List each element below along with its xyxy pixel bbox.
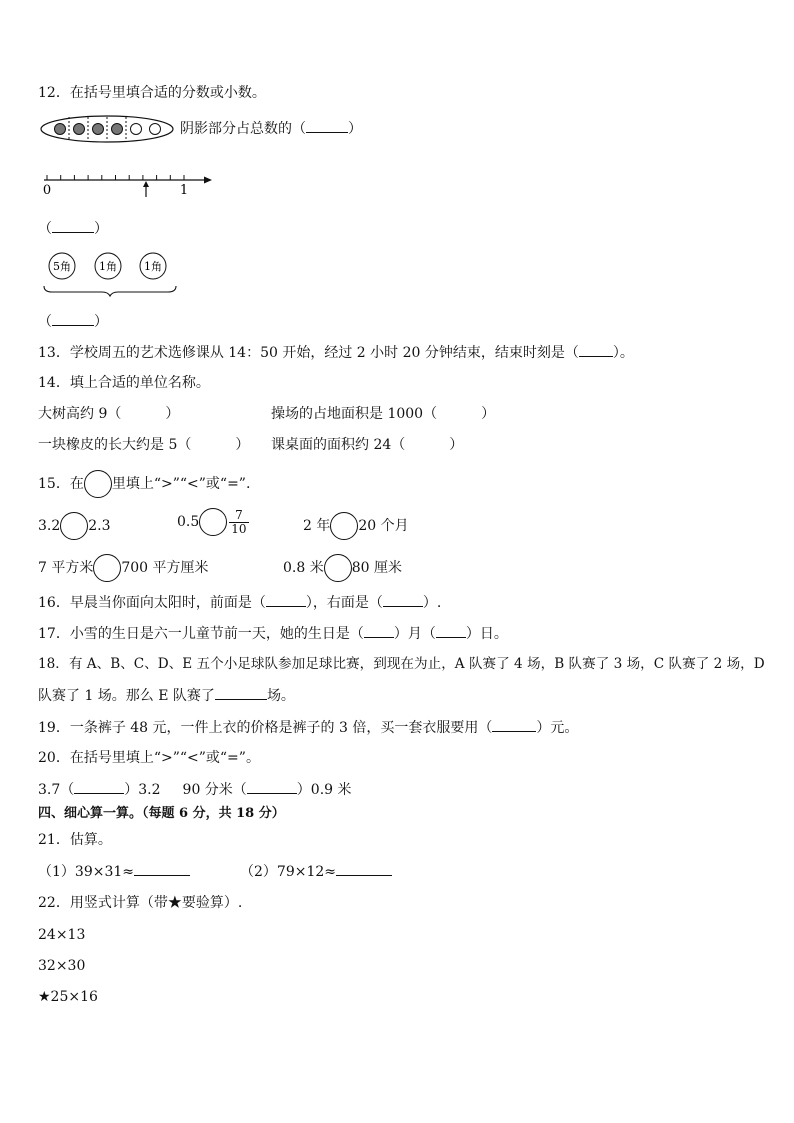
circle-shaded xyxy=(74,124,85,135)
q12-shaded-question xyxy=(180,118,362,139)
q19: 19．一条裤子 48 元，一件上衣的价格是裤子的 3 倍，买一套衣服要用（ ）元。 xyxy=(38,717,578,738)
answer-blank[interactable] xyxy=(579,342,613,357)
q18-line1: 18．有 A、B、C、D、E 五个小足球队参加足球比赛，到现在为止，A 队赛了 4 场，B 队赛了 3 场，C 队赛了 2 场，D xyxy=(38,656,765,672)
compare-circle[interactable] xyxy=(93,554,121,582)
section-heading: 四、细心算一算。（每题 6 分，共 18 分） xyxy=(38,806,285,821)
answer-blank[interactable] xyxy=(436,623,466,638)
q22-title: 22．用竖式计算（带★要验算）. xyxy=(38,895,243,911)
q21-b: （2）79×12≈ xyxy=(240,861,392,882)
circle-shaded xyxy=(112,124,123,135)
q13: 13．学校周五的艺术选修课从 14：50 开始，经过 2 小时 20 分钟结束，结束时刻是（ ）。 xyxy=(38,342,634,363)
coin-label: 1角 xyxy=(144,260,162,273)
compare-circle[interactable] xyxy=(324,554,352,582)
q15-item1: 3.2 2.3 xyxy=(38,512,111,540)
answer-blank[interactable] xyxy=(247,779,297,794)
q22-b: 32×30 xyxy=(38,958,86,974)
coins-figure xyxy=(40,250,180,298)
q16: 16．早晨当你面向太阳时，前面是（ ），右面是（ ）. xyxy=(38,592,441,613)
answer-blank[interactable] xyxy=(492,717,536,732)
close-paren: ） xyxy=(348,121,362,137)
answer-blank[interactable] xyxy=(266,592,306,607)
coin-label: 5角 xyxy=(53,260,71,273)
q22-a: 24×13 xyxy=(38,927,86,943)
circle-empty xyxy=(150,124,161,135)
answer-blank[interactable] xyxy=(383,592,423,607)
q22-c: ★25×16 xyxy=(38,989,98,1005)
circle-empty xyxy=(131,124,142,135)
fraction: $\frac{7}{10}$ xyxy=(231,507,247,536)
q15-item3: 2 年 20 个月 xyxy=(303,512,409,540)
shaded-label: 阴影部分占总数的（ xyxy=(180,121,306,137)
q15-item5: 0.8 米 80 厘米 xyxy=(283,554,402,582)
number-line xyxy=(36,163,216,199)
answer-blank[interactable] xyxy=(52,218,94,233)
q14-c: 一块橡皮的长大约是 5（ ） xyxy=(38,437,250,453)
answer-blank[interactable] xyxy=(74,779,124,794)
circle-shaded xyxy=(93,124,104,135)
q20-items: 3.7（ ）3.2 90 分米（ ）0.9 米 xyxy=(38,779,352,800)
answer-blank[interactable] xyxy=(364,623,394,638)
compare-circle[interactable] xyxy=(60,512,88,540)
q18-line2: 队赛了 1 场。那么 E 队赛了 场。 xyxy=(38,685,295,706)
q12-numberline-answer: （ ） xyxy=(38,218,108,239)
answer-blank[interactable] xyxy=(306,118,348,133)
shaded-circles-figure xyxy=(40,114,175,144)
circle-shaded xyxy=(55,124,66,135)
q17: 17．小雪的生日是六一儿童节前一天，她的生日是（ ）月（ ）日。 xyxy=(38,623,508,644)
axis-zero: 0 xyxy=(42,183,52,198)
compare-circle[interactable] xyxy=(84,470,112,498)
q21-a: （1）39×31≈ xyxy=(38,861,190,882)
q21-title: 21．估算。 xyxy=(38,832,112,848)
answer-blank[interactable] xyxy=(215,685,267,700)
q14-b: 操场的占地面积是 1000（ ） xyxy=(271,406,496,422)
answer-blank[interactable] xyxy=(52,311,94,326)
q15-item2: 0.5 $\frac{7}{10}$ xyxy=(177,507,247,536)
q12-title: 12．在括号里填合适的分数或小数。 xyxy=(38,85,266,101)
compare-circle[interactable] xyxy=(330,512,358,540)
q14-title: 14．填上合适的单位名称。 xyxy=(38,375,210,391)
compare-circle[interactable] xyxy=(199,508,227,536)
axis-one: 1 xyxy=(179,183,189,198)
q15-title: 15．在 里填上“>”“<”或“=”. xyxy=(38,470,250,498)
q15-item4: 7 平方米 700 平方厘米 xyxy=(38,554,209,582)
q20-title: 20．在括号里填上“>”“<”或“=”。 xyxy=(38,750,260,766)
coin-label: 1角 xyxy=(99,260,117,273)
brace xyxy=(44,286,176,296)
q14-a: 大树高约 9（ ） xyxy=(38,406,180,422)
answer-blank[interactable] xyxy=(336,861,392,876)
q12-coins-answer: （ ） xyxy=(38,311,108,332)
q14-d: 课桌面的面积约 24（ ） xyxy=(271,437,464,453)
answer-blank[interactable] xyxy=(134,861,190,876)
